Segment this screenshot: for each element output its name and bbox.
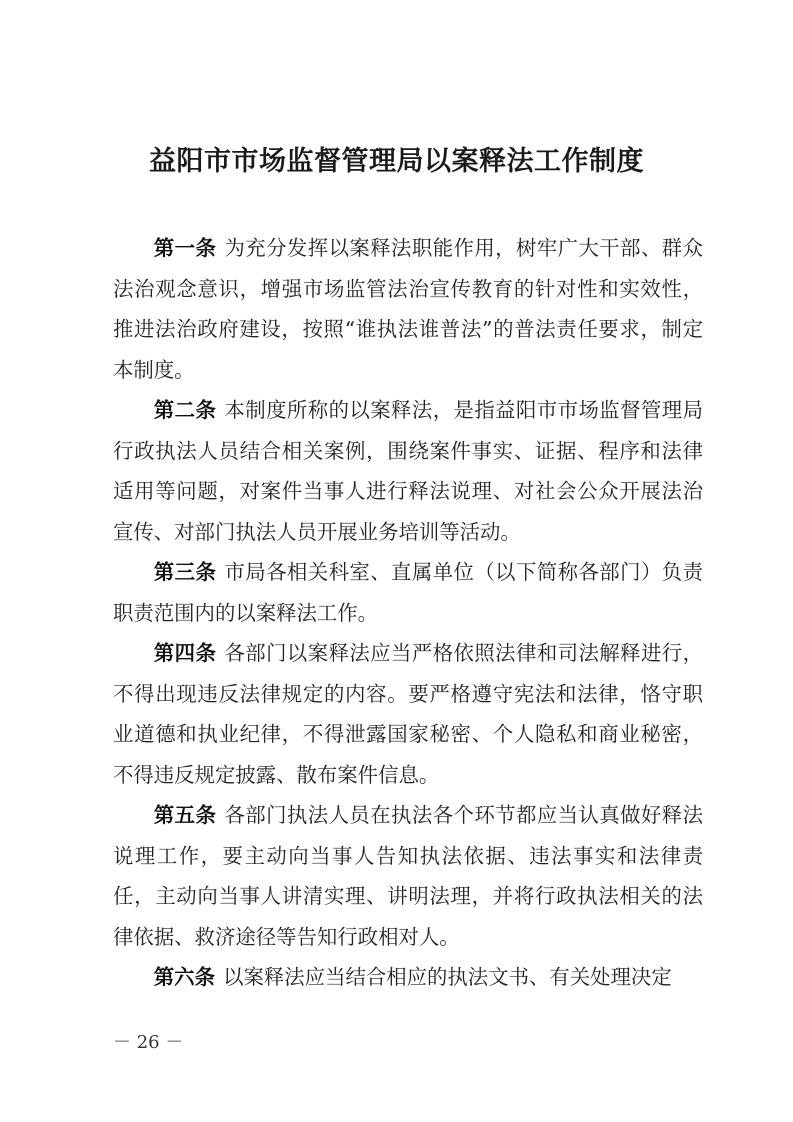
article-2 <box>113 390 703 552</box>
document-body <box>113 228 703 998</box>
document-title: 益阳市市场监督管理局以案释法工作制度 <box>149 146 644 177</box>
article-text: 市局各相关科室、直属单位（以下简称各部门）负责职责范围内的以案释法工作。 <box>113 560 704 625</box>
article-label: 第二条 <box>153 398 217 422</box>
article-6 <box>113 957 703 998</box>
article-5 <box>113 795 703 957</box>
article-label: 第六条 <box>153 965 215 989</box>
article-1 <box>113 228 703 390</box>
article-text: 为充分发挥以案释法职能作用，树牢广大干部、群众法治观念意识，增强市场监管法治宣传教育的针对性和实效性，推进法治政府建设，按照“谁执法谁普法”的普法责任要求，制定本制度。 <box>113 236 704 382</box>
article-text: 以案释法应当结合相应的执法文书、有关处理决定 <box>223 965 672 989</box>
article-label: 第一条 <box>153 236 217 260</box>
article-4 <box>113 633 703 795</box>
article-text: 各部门以案释法应当严格依照法律和司法解释进行，不得出现违反法律规定的内容。要严格遵守宪法和法律，恪守职业道德和执业纪律，不得泄露国家秘密、个人隐私和商业秘密，不得违反规定披露、散布案件信息。 <box>113 641 704 787</box>
article-3 <box>113 552 703 633</box>
article-text: 各部门执法人员在执法各个环节都应当认真做好释法说理工作，要主动向当事人告知执法依据、违法事实和法律责任，主动向当事人讲清实理、讲明法理，并将行政执法相关的法律依据、救济途径等告知行政相对人。 <box>113 803 704 949</box>
page-number: － 26 － <box>113 1032 184 1053</box>
article-text: 本制度所称的以案释法，是指益阳市市场监督管理局行政执法人员结合相关案例，围绕案件事实、证据、程序和法律适用等问题，对案件当事人进行释法说理、对社会公众开展法治宣传、对部门执法人员开展业务培训等活动。 <box>113 398 704 544</box>
article-label: 第五条 <box>153 803 217 827</box>
article-label: 第四条 <box>153 641 217 665</box>
article-label: 第三条 <box>153 560 217 584</box>
